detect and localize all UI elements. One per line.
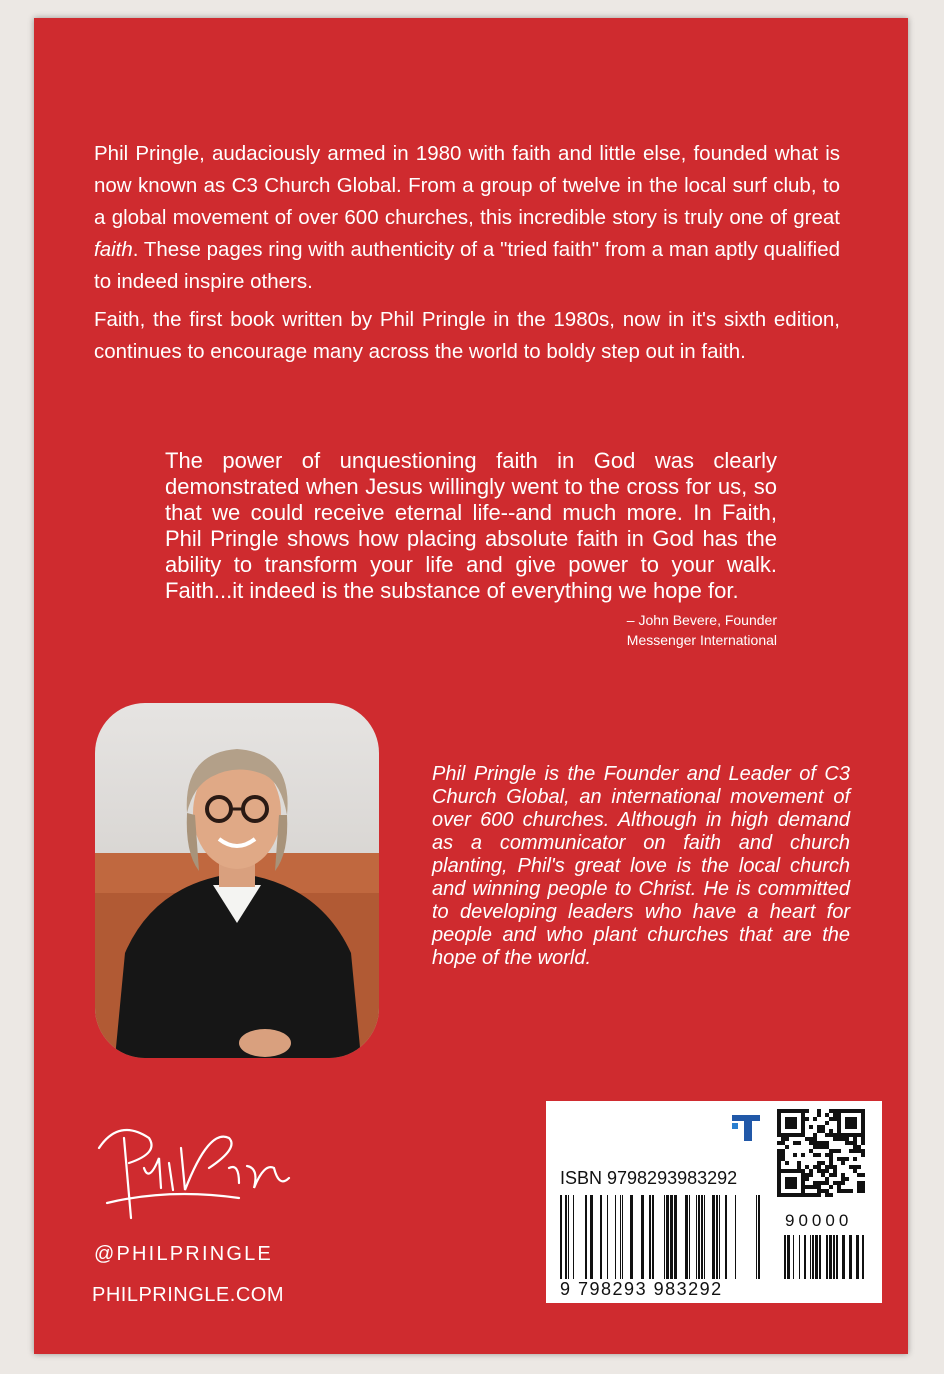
author-portrait (95, 703, 379, 1058)
price-code: 90000 (785, 1211, 853, 1230)
endorsement-quote (165, 448, 777, 648)
qr-code-icon (777, 1109, 865, 1197)
quote-text: The power of unquestioning faith in God was clearly demonstrated when Jesus willingly went to the cross for us, so that we could receive eternal life--and much more. In Faith, Phil Pringle shows how placing absolute faith in God has the ability to transform your life and give power to your walk. Faith...it indeed is the substance of everything we hope for. (165, 448, 777, 603)
addon-barcode-bars (784, 1235, 866, 1279)
publisher-logo-icon (728, 1109, 764, 1145)
blurb-paragraph-1: Phil Pringle, audaciously armed in 1980 with faith and little else, founded what is now known as C3 Church Global. From a group of twelve in the local surf club, to a global movement of over 600 churches, this incredible story is truly one of great faith. These pages ring with authenticity of a "tried faith" from a man aptly qualified to indeed inspire others. (94, 142, 840, 293)
barcode-bars (560, 1195, 760, 1279)
book-back-cover (34, 18, 908, 1354)
quote-organization: Messenger International (626, 632, 777, 648)
author-bio: Phil Pringle is the Founder and Leader of C3 Church Global, an international movement of over 600 churches. Although in high demand as a communicator on faith and church planting, Phil's great love is the local church and winning people to Christ. He is committed to developing leaders who have a heart for people and who plant churches that are the hope of the world. (432, 763, 850, 969)
isbn-barcode-label (546, 1101, 882, 1303)
isbn-digits: 9 798293 983292 (560, 1279, 723, 1299)
isbn-label: ISBN 9798293983292 (560, 1168, 738, 1188)
social-handle: @PHILPRINGLE (94, 1243, 273, 1265)
book-blurb (94, 138, 840, 374)
portrait-illustration (95, 703, 379, 1058)
quote-author: – John Bevere, Founder (626, 612, 777, 628)
blurb-paragraph-2: Faith, the first book written by Phil Pringle in the 1980s, now in it's sixth edition, continues to encourage many across the world to boldy step out in faith. (94, 308, 840, 363)
quote-attribution (627, 610, 777, 650)
author-signature (89, 1108, 309, 1228)
blurb-emphasis: faith (94, 238, 133, 261)
website-url: PHILPRINGLE.COM (92, 1284, 284, 1306)
